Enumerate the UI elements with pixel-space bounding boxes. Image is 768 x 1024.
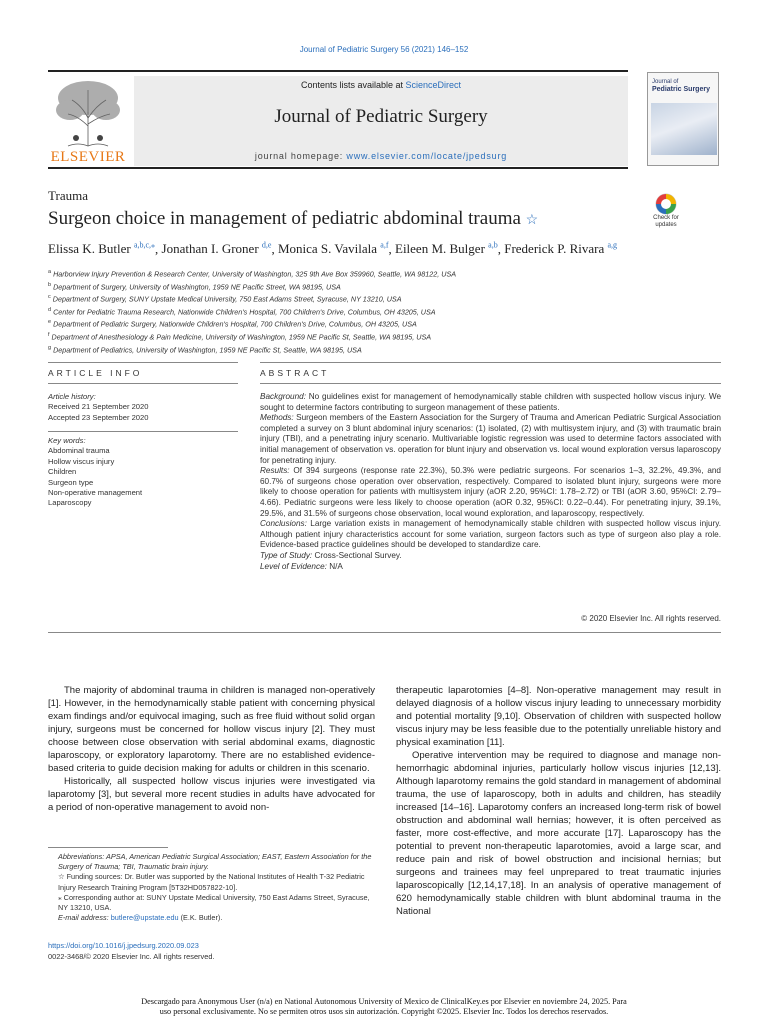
cover-title [652, 79, 710, 95]
keywords-label: Key words: [48, 436, 86, 445]
issn-line: 0022-3468/© 2020 Elsevier Inc. All rights reserved. [48, 952, 215, 961]
download-notice-line2: uso personal exclusivamente. No se permiten otros usos sin autorización. Copyright ©2025. Elsevier Inc. Todos los derechos reservados. [159, 1006, 609, 1016]
abstract-rule-top [260, 362, 721, 363]
article-section: Trauma [48, 188, 88, 203]
body-paragraph: The majority of abdominal trauma in children is managed non-operatively [1]. However, in the hemodynamically stable patient with concerning physical exam findings and/or equivocal imaging, such as free fluid without solid organ injury, surgeons must be concerned for hollow viscus injury [2]. They must choose between close observation with serial abdominal exams, diagnostic laparoscopy, or exploratory laparotomy. There are no established evidence-based criteria to guide decision making for adults or children in this scenario. [48, 685, 375, 774]
sciencedirect-link[interactable]: ScienceDirect [405, 80, 462, 90]
check-for-updates-line1: Check for [653, 215, 679, 221]
footnote-rule [48, 847, 168, 848]
doi-link[interactable]: https://doi.org/10.1016/j.jpedsurg.2020.09.023 [48, 941, 199, 950]
body-paragraph: Historically, all suspected hollow viscus injuries were investigated via laparotomy [3], but several more recent studies in adults have advocated for a period of non-operative management to avoid non- [48, 776, 375, 813]
body-paragraph: Operative intervention may be required to diagnose and manage non-hemorrhagic abdominal injuries, particularly hollow viscus injuries [12,13]. Although laparotomy remains the gold standard in management of abdominal trauma, the use of laparoscopy, both in adults and children, has steadily increased [14–16]. Laparotomy confers an increased long-term risk of bowel obstruction and abdominal wall hernias; however, it is often perceived as faster, more cost-effective, and more accurate [17]. Laparoscopy has the potential to prevent non-therapeutic laparotomies, avoid a large scar, and reduce pain and risk of bowel obstruction and incisional hernias; but surgeons and trainees may feel unprepared to treat traumatic injuries laparoscopically [12,14,17,18]. In an analysis of operative management of 620 hemodynamically stable children with blunt abdominal trauma in the National [396, 750, 721, 917]
keyword: Non-operative management [48, 488, 143, 498]
author[interactable]: Frederick P. Rivara $^{a,g}$ [504, 241, 618, 257]
cover-title-line2: Pediatric Surgery [652, 86, 710, 94]
accepted-date: Accepted 23 September 2020 [48, 412, 149, 422]
keyword: Children [48, 467, 77, 477]
abstract-bottom-rule [48, 632, 721, 633]
journal-title: Journal of Pediatric Surgery [274, 106, 488, 127]
affiliation: $^c$ Department of Surgery, SUNY Upstate Medical University, 750 East Adams Street, Syracuse, NY 13210, USA [48, 294, 402, 304]
cover-image [651, 103, 717, 155]
footnotes [48, 852, 375, 923]
abstract-rule [260, 383, 721, 384]
author[interactable]: Jonathan I. Groner $^{d,e}$ [161, 241, 272, 257]
article-history-label: Article history: [48, 392, 96, 401]
homepage-link[interactable]: www.elsevier.com/locate/jpedsurg [346, 151, 508, 161]
check-for-updates-line2: updates [655, 221, 677, 228]
download-notice-line1: Descargado para Anonymous User (n/a) en National Autonomous University of Mexico de ClinicalKey.es por Elsevier en noviembre 24, 2025. Para [141, 997, 627, 1006]
cover-title-line1: Journal of [652, 79, 679, 85]
footnote-corresponding: ⁎ Corresponding author at: SUNY Upstate Medical University, 750 East Adams Street, Syracuse, NY 13210, USA. [58, 892, 370, 913]
footnote-funding: ☆ Funding sources: Dr. Butler was supported by the National Institutes of Health T-32 Pediatric Injury Research Training Program [5T32HD057822-10]. [58, 872, 365, 892]
masthead-top-rule [48, 70, 628, 72]
keyword: Abdominal trauma [48, 446, 110, 456]
elsevier-logo [48, 76, 128, 164]
download-notice [60, 997, 708, 1016]
body-column-left [48, 684, 375, 814]
abstract-background: Background: No guidelines exist for management of hemodynamically stable children with suspected hollow viscus injury. We sought to determine factors contributing to surgeon management of these patients. [260, 392, 721, 412]
affiliation: $^b$ Department of Surgery, University of Washington, 1959 NE Pacific Street, WA 98195, USA [48, 281, 341, 291]
check-for-updates-icon [648, 193, 684, 215]
keyword: Laparoscopy [48, 498, 92, 508]
abstract-results: Results: Of 394 surgeons (response rate 22.3%), 50.3% were pediatric surgeons. For scenarios 1–3, 32.2%, 49.3%, and 60.7% of surgeons chose operation over observation, respectively. Compared to isolated blunt injury, surgeons were more likely to choose operation for patients with multisystem injury (aOR 2.20, 95%CI: 1.78–2.72) or TBI (aOR 3.60, 95%CI: 2.79–4.66). Pediatric surgeons were less likely to choose operation (aOR 0.32, 95%CI: 0.22–0.44). For penetrating injury, 39.1%, 29.5%, and 31.5% of surgeons chose observation, local wound exploration, and laparoscopy, respectively. [260, 466, 721, 518]
article-history [48, 392, 238, 423]
body-column-right [396, 684, 721, 918]
abstract-body [260, 392, 721, 572]
affiliation: $^d$ Center for Pediatric Trauma Research, Nationwide Children's Hospital, 700 Children's Drive, Columbus, OH 43205, USA [48, 306, 436, 317]
title-footnote-star-icon[interactable]: ☆ [525, 213, 539, 228]
contents-line [134, 80, 628, 90]
body-paragraph: therapeutic laparotomies [4–8]. Non-operative management may result in delayed diagnosis of a hollow viscus injury leading to unnecessary morbidity and potential mortality [9,10]. Observation of children with suspected hollow viscus injury may be less feasible due to the potentially unreliable history and physical examination [11]. [396, 685, 721, 748]
homepage-prefix: journal homepage: [254, 151, 347, 161]
journal-reference[interactable] [0, 45, 768, 54]
keyword: Hollow viscus injury [48, 456, 115, 466]
keywords [48, 436, 238, 509]
elsevier-tree-icon [48, 76, 128, 148]
footnote-abbreviations: Abbreviations: APSA, American Pediatric Surgical Association; EAST, Eastern Association for the Surgery of Trauma; TBI, Traumatic brain injury. [58, 852, 372, 872]
article-info-rule [48, 383, 238, 384]
abstract-copyright: © 2020 Elsevier Inc. All rights reserved. [581, 614, 721, 623]
doi-block [48, 940, 215, 962]
keywords-rule [48, 431, 238, 432]
journal-cover-thumbnail[interactable] [647, 72, 719, 166]
journal-homepage [134, 151, 628, 161]
journal-header [134, 76, 628, 166]
masthead-bottom-rule [48, 167, 628, 169]
abstract-study-type: Type of Study: Cross-Sectional Survey. [260, 550, 402, 560]
author[interactable]: Eileen M. Bulger $^{a,b}$ [395, 241, 498, 257]
article-info-heading: ARTICLE INFO [48, 368, 143, 378]
affiliation: $^e$ Department of Pediatric Surgery, Nationwide Children's Hospital, 700 Children's Drive, Columbus, OH 43205, USA [48, 319, 417, 329]
author-list: Elissa K. Butler $^{a,b,c,⁎}$, Jonathan I. Groner $^{d,e}$, Monica S. Vavilala $^{a,f}$, Eileen M. Bulger $^{a,b}$, Frederick P. Rivara $^{a,g}$ [48, 241, 618, 257]
author[interactable]: Monica S. Vavilala $^{a,f}$ [277, 241, 389, 257]
contents-prefix: Contents lists available at [300, 80, 406, 90]
author-email-link[interactable]: butlere@upstate.edu [110, 913, 179, 923]
affiliations [48, 267, 648, 355]
affiliation: $^a$ Harborview Injury Prevention & Research Center, University of Washington, 325 9th Ave Box 359960, Seattle, WA 98122, USA [48, 269, 457, 279]
journal-reference-link[interactable]: Journal of Pediatric Surgery 56 (2021) 146–152 [299, 45, 469, 54]
received-date: Received 21 September 2020 [48, 402, 149, 412]
footnote-email: E-mail address: butlere@upstate.edu (E.K. Butler). [58, 913, 223, 923]
check-for-updates-label [644, 215, 688, 228]
affiliation: $^f$ Department of Anesthesiology & Pain Medicine, University of Washington, 1959 NE Pacific St, Seattle, WA 98195, USA [48, 331, 432, 342]
abstract-methods: Methods: Surgeon members of the Eastern Association for the Surgery of Trauma and American Pediatric Surgical Association completed a survey on 3 blunt abdominal injury scenarios: (1) isolated, (2) with multisystem injury, and (3) with traumatic brain injury (TBI), and a penetrating injury scenario. Multivariable logistic regression was used to determine factors associated with initial management of observation vs. operation for blunt injury and observation vs. local wound exploration versus laparoscopy for penetrating injury. [260, 413, 721, 465]
paper-title-text: Surgeon choice in management of pediatric abdominal trauma [48, 208, 521, 229]
paper-title [48, 208, 538, 230]
abstract-conclusions: Conclusions: Large variation exists in management of hemodynamically stable children with suspected hollow viscus injury. Although patient injury characteristics account for some variation, surgeon factors such as type of surgeon also play a role. Evidence-based practice guidelines should be developed to standardize care. [260, 519, 721, 550]
publisher-name: ELSEVIER [50, 149, 126, 165]
affiliation: $^g$ Department of Pediatrics, University of Washington, 1959 NE Pacific St, Seattle, WA 98195, USA [48, 344, 362, 354]
author[interactable]: Elissa K. Butler $^{a,b,c,⁎}$ [48, 241, 156, 257]
abstract-heading: ABSTRACT [260, 368, 330, 378]
article-info-rule-top [48, 362, 238, 363]
abstract-evidence-level: Level of Evidence: N/A [260, 561, 343, 571]
keyword: Surgeon type [48, 477, 94, 487]
